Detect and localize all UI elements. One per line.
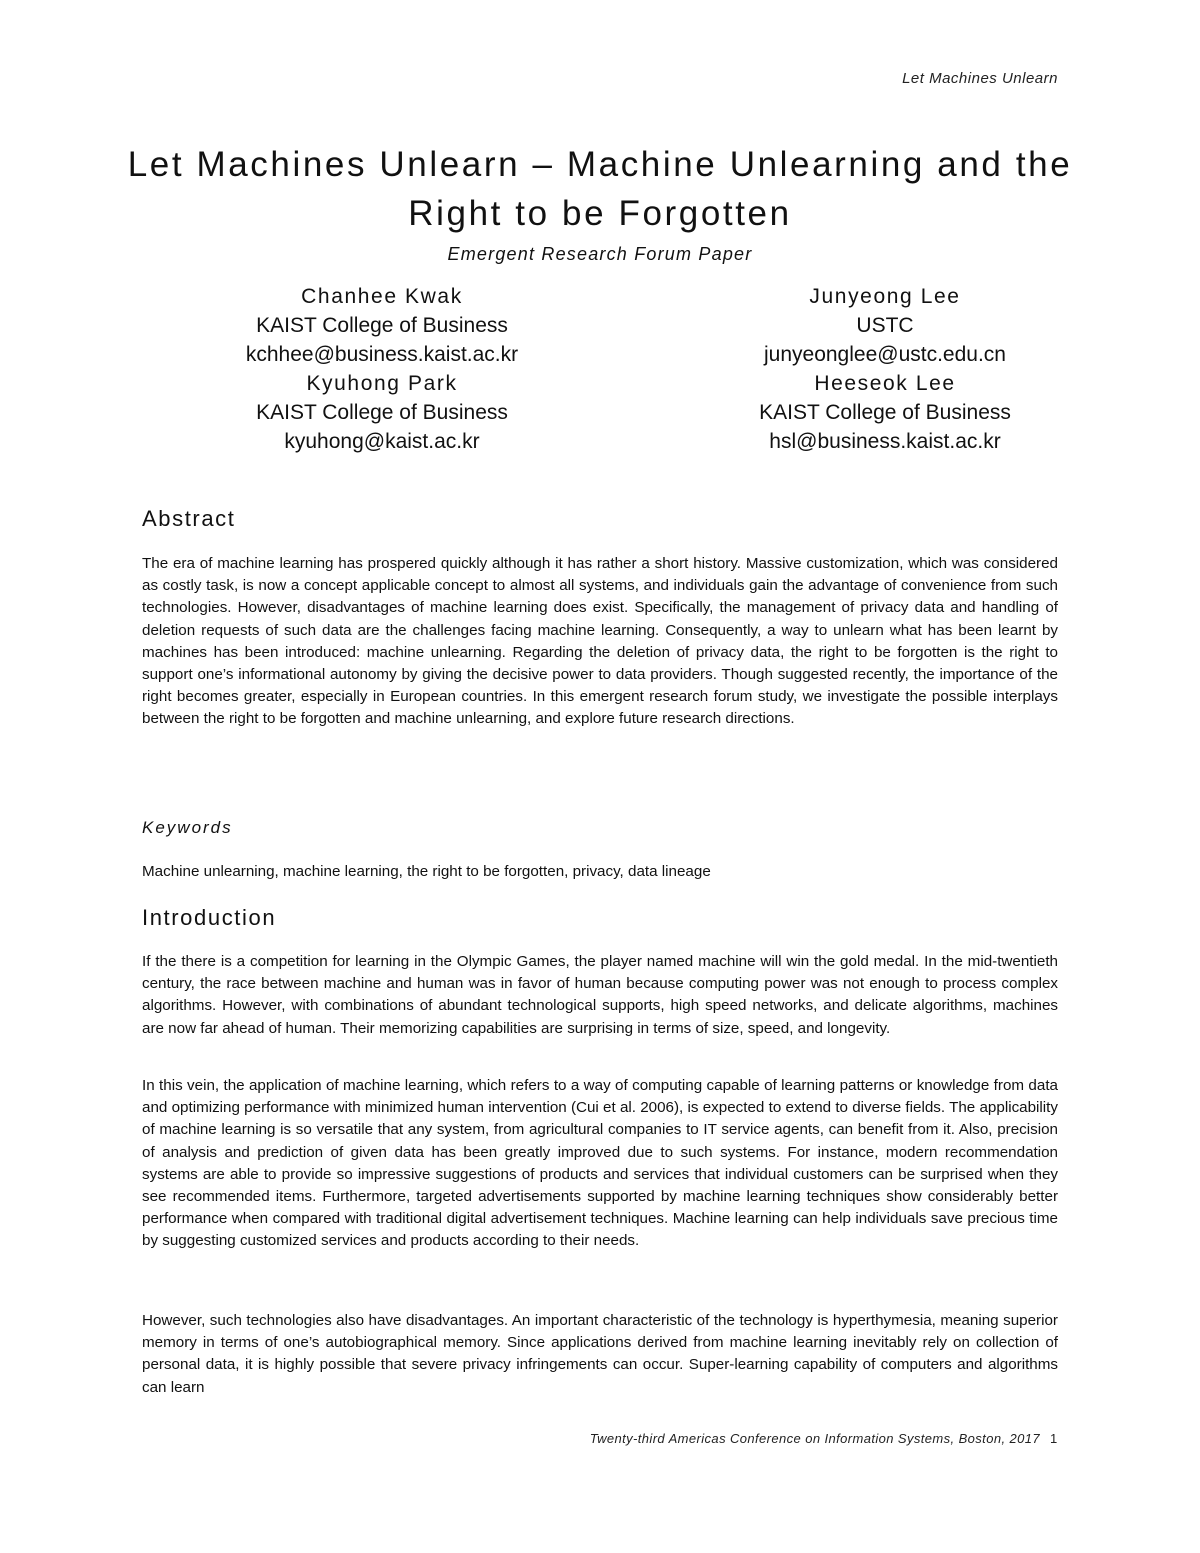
keywords-text: Machine unlearning, machine learning, the right to be forgotten, privacy, data lineage: [142, 863, 711, 880]
author-name: Junyeong Lee: [809, 285, 961, 308]
author-affiliation: KAIST College of Business: [256, 314, 508, 337]
author-email: hsl@business.kaist.ac.kr: [769, 430, 1001, 453]
abstract-text: The era of machine learning has prospered quickly although it has rather a short history. Massive customization, which was considered as costly task, is now a concept applicable concept to almost all systems, and individuals gain the advantage of convenience from such technologies. However, disadvantages of machine learning does exist. Specifically, the management of privacy data and handling of deletion requests of such data are the challenges facing machine learning. Consequently, a way to unlearn what has been learnt by machines has been introduced: machine unlearning. Regarding the deletion of privacy data, the right to be forgotten is the right to support one’s informational autonomy by giving the decisive power to data providers. Though suggested recently, the importance of the right becomes greater, especially in European countries. In this emergent research forum study, we investigate the possible interplays between the right to be forgotten and machine unlearning, and explore future research directions.: [142, 555, 1058, 728]
author-affiliation: KAIST College of Business: [759, 401, 1011, 424]
page-number: 1: [1050, 1431, 1058, 1446]
author-name: Chanhee Kwak: [301, 285, 463, 308]
author-email: kyuhong@kaist.ac.kr: [284, 430, 480, 453]
paper-subtitle: Emergent Research Forum Paper: [447, 244, 753, 264]
abstract-heading: Abstract: [142, 506, 236, 531]
intro-paragraph: In this vein, the application of machine learning, which refers to a way of computing capable of learning patterns or knowledge from data and optimizing performance with minimized human intervention (Cui et al. 2006), is expected to extend to diverse fields. The applicability of machine learning is so versatile that any system, from agricultural companies to IT service agents, can benefit from it. Also, precision of analysis and prediction of given data has been greatly improved due to such systems. For instance, modern recommendation systems are able to provide so impressive suggestions of products and services that individual customers can be surprised when they see recommended items. Furthermore, targeted advertisements supported by machine learning techniques show considerably better performance when compared with traditional digital advertisement techniques. Machine learning can help individuals save precious time by suggesting customized services and products according to their needs.: [142, 1077, 1058, 1250]
introduction-heading: Introduction: [142, 905, 277, 930]
author-email: junyeonglee@ustc.edu.cn: [764, 343, 1006, 366]
paper-title: Let Machines Unlearn – Machine Unlearning and the Right to be Forgotten: [127, 145, 1073, 233]
keywords-heading: Keywords: [142, 818, 233, 837]
running-head: Let Machines Unlearn: [902, 70, 1058, 87]
author-column-left: [172, 282, 592, 456]
footer-conference: Twenty-third Americas Conference on Information Systems, Boston, 2017: [589, 1431, 1040, 1446]
author-block: [0, 282, 1200, 462]
intro-paragraph: If the there is a competition for learning in the Olympic Games, the player named machine will win the gold medal. In the mid-twentieth century, the race between machine and human was in favor of human because computing power was not enough to process complex algorithms. However, with combinations of abundant technological supports, high speed networks, and delicate algorithms, machines are now far ahead of human. Their memorizing capabilities are surprising in terms of size, speed, and longevity.: [142, 953, 1058, 1037]
author-affiliation: KAIST College of Business: [256, 401, 508, 424]
author-affiliation: USTC: [856, 314, 914, 337]
author-name: Heeseok Lee: [814, 372, 956, 395]
author-email: kchhee@business.kaist.ac.kr: [245, 343, 519, 366]
author-column-right: [675, 282, 1095, 456]
intro-paragraph: However, such technologies also have disadvantages. An important characteristic of the technology is hyperthymesia, meaning superior memory in terms of one’s autobiographical memory. Since applications derived from machine learning inevitably rely on collection of personal data, it is highly possible that severe privacy infringements can occur. Super-learning capability of computers and algorithms can learn: [142, 1312, 1058, 1396]
author-name: Kyuhong Park: [306, 372, 458, 395]
